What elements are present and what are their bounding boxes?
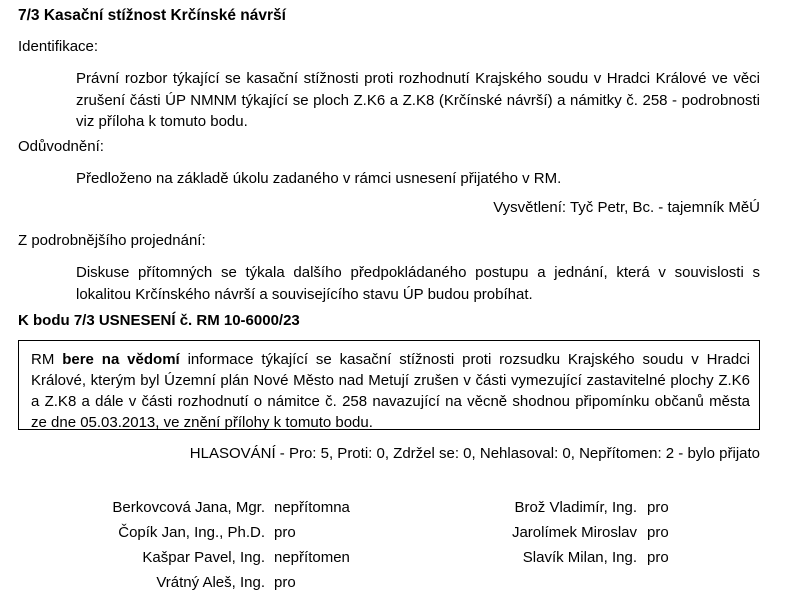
justification-label: Odůvodnění: — [18, 138, 104, 155]
member-status: pro — [274, 524, 296, 541]
member-name: Čopík Jan, Ing., Ph.D. — [118, 524, 265, 541]
resolution-body: informace týkající se kasační stížnosti proti rozsudku Krajského soudu v Hradci Králové, kterým byl Územní plán Nové Město nad Metují zrušen v části vymezující zastavitelné plochy Z.K6 a Z.K8 a dále v části rozhodnutí o námitce č. 258 navazující na věcně shodnou připomínku občanů města ze dne 05.03.2013, ve znění přílohy k tomuto bodu. — [31, 351, 750, 431]
member-status: pro — [647, 499, 669, 516]
member-status: nepřítomen — [274, 549, 350, 566]
resolution-box — [18, 340, 760, 430]
resolution-prefix: RM — [31, 351, 63, 368]
members-list — [0, 495, 800, 595]
member-name: Vrátný Aleš, Ing. — [156, 574, 265, 591]
member-name: Berkovcová Jana, Mgr. — [112, 499, 265, 516]
member-name: Jarolímek Miroslav — [511, 524, 637, 541]
resolution-text — [31, 349, 750, 433]
identification-label: Identifikace: — [18, 38, 99, 55]
discussion-label: Z podrobnějšího projednání: — [18, 232, 206, 249]
agenda-item-title: 7/3 Kasační stížnost Krčínské návrší — [18, 7, 286, 24]
member-name: Kašpar Pavel, Ing. — [142, 549, 265, 566]
resolution-bold: bere na vědomí — [62, 351, 180, 368]
explanation-line: Vysvětlení: Tyč Petr, Bc. - tajemník MěÚ — [493, 199, 760, 216]
member-name: Brož Vladimír, Ing. — [514, 499, 637, 516]
identification-text: Právní rozbor týkající se kasační stížnosti proti rozhodnutí Krajského soudu v Hradci Králové ve věci zrušení části ÚP NMNM týkající se ploch Z.K6 a Z.K8 (Krčínské návrší) a námitky č. 258 - podrobnosti viz příloha k tomuto bodu. — [76, 70, 760, 130]
justification-text: Předloženo na základě úkolu zadaného v rámci usnesení přijatého v RM. — [76, 170, 562, 187]
member-name: Slavík Milan, Ing. — [522, 549, 637, 566]
vote-result: HLASOVÁNÍ - Pro: 5, Proti: 0, Zdržel se: 0, Nehlasoval: 0, Nepřítomen: 2 - bylo přijato — [189, 445, 760, 462]
member-status: pro — [274, 574, 296, 591]
member-status: pro — [647, 549, 669, 566]
member-status: pro — [647, 524, 669, 541]
resolution-heading: K bodu 7/3 USNESENÍ č. RM 10-6000/23 — [18, 312, 300, 329]
discussion-text: Diskuse přítomných se týkala dalšího předpokládaného postupu a jednání, která v souvislosti s lokalitou Krčínského návrší a souvisejícího stavu ÚP budou probíhat. — [76, 264, 760, 303]
member-status: nepřítomna — [274, 499, 350, 516]
